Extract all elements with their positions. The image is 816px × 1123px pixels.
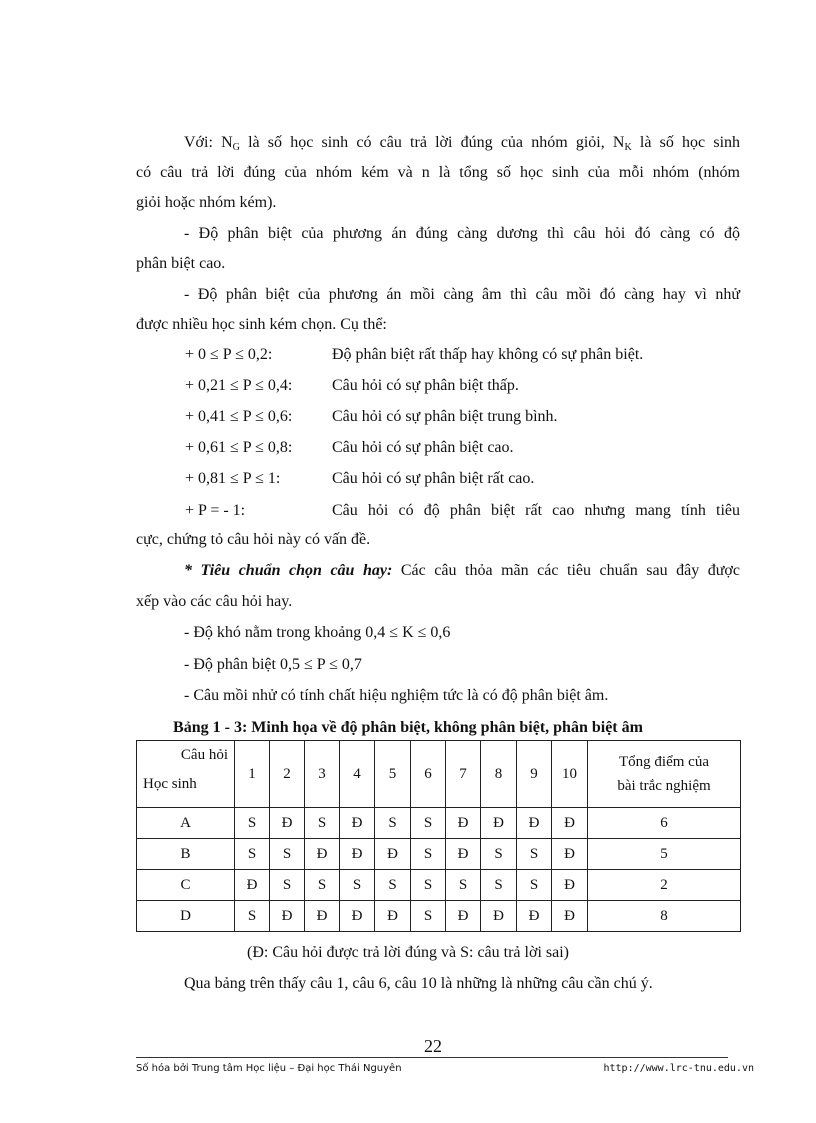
answer-cell: Đ (340, 839, 375, 870)
paragraph-line: - Độ phân biệt của phương án đúng càng dương thì câu hỏi đó càng có độ (184, 225, 740, 242)
corner-cell (137, 741, 235, 808)
question-header: 3 (305, 741, 340, 808)
total-cell: 5 (588, 839, 741, 870)
student-cell: C (137, 870, 235, 901)
answer-cell: S (235, 808, 270, 839)
question-header: 4 (340, 741, 375, 808)
paragraph-line: Với: $N_G$ là số học sinh có câu trả lời đúng của nhóm giỏi, $N_K$ là số học sinh (184, 134, 741, 153)
answer-cell: S (411, 839, 446, 870)
answer-cell: Đ (446, 808, 481, 839)
question-header: 1 (235, 741, 270, 808)
table-row (137, 839, 741, 870)
document-page: Với: $N_G$ là số học sinh có câu trả lời đúng của nhóm giỏi, $N_K$ là số học sinh có câu trả lời đúng của nhóm kém và n là tổng số học sinh của mỗi nhóm (nhóm giỏi hoặc nhóm kém). - Độ phân biệt của phương án đúng càng dương thì câu hỏi đó càng có độ phân biệt cao. - Độ phân biệt của phương án mồi càng âm thì câu mồi đó càng hay vì nhử được nhiều học sinh kém chọn. Cụ thể: + 0 ≤ P ≤ 0,2: Độ phân biệt rất thấp hay không có sự phân biệt. + 0,21 ≤ P ≤ 0,4: Câu hỏi có sự phân biệt thấp. + 0,41 ≤ P ≤ 0,6: Câu hỏi có sự phân biệt trung bình. + 0,61 ≤ P ≤ 0,8: Câu hỏi có sự phân biệt cao. + 0,81 ≤ P ≤ 1: Câu hỏi có sự phân biệt rất cao. + P = - 1: Câu hỏi có độ phân biệt rất cao nhưng mang tính tiêu cực, chứng tỏ câu hỏi này có vấn đề. * Tiêu chuẩn chọn câu hay: Các câu thỏa mãn các tiêu chuẩn sau đây được xếp vào các câu hỏi hay. - Độ khó nằm trong khoảng 0,4 ≤ K ≤ 0,6 - Độ phân biệt 0,5 ≤ P ≤ 0,7 - Câu mồi nhử có tính chất hiệu nghiệm tức là có độ phân biệt âm. Bảng 1 - 3: Minh họa về độ phân biệt, không phân biệt, phân biệt âm Câu hỏi Học sinh 1 2 3 4 5 6 7 8 9 10 Tổng điểm của bài trắc nghiệm A S Đ S Đ S S Đ Đ Đ Đ 6 B S S Đ Đ Đ S Đ S S Đ 5 C Đ S S S S S S S S Đ 2 D S Đ Đ Đ Đ S Đ Đ Đ Đ 8 (Đ: Câu hỏi được trả lời đúng và S: câu trả lời sai) Qua bảng trên thấy câu 1, câu 6, câu 10 là những là những câu cần chú ý. 22 Số hóa bởi Trung tâm Học liệu – Đại học Thái Nguyên http://www.lrc-tnu.edu.vn (0, 0, 816, 1123)
footer-left: Số hóa bởi Trung tâm Học liệu – Đại học Thái Nguyên (136, 1063, 402, 1074)
total-cell: 8 (588, 901, 741, 932)
answer-cell: Đ (517, 901, 552, 932)
conclusion-text: Qua bảng trên thấy câu 1, câu 6, câu 10 là những là những câu cần chú ý. (184, 975, 653, 992)
paragraph-line: cực, chứng tỏ câu hỏi này có vấn đề. (136, 531, 371, 548)
answer-cell: S (235, 901, 270, 932)
answer-cell: Đ (235, 870, 270, 901)
answer-cell: Đ (481, 901, 517, 932)
answer-cell: S (305, 870, 340, 901)
table-row (137, 808, 741, 839)
corner-students-label: Học sinh (143, 776, 197, 792)
criteria-item: - Độ phân biệt 0,5 ≤ P ≤ 0,7 (184, 656, 362, 673)
paragraph-line: xếp vào các câu hỏi hay. (136, 593, 293, 610)
answer-cell: Đ (305, 839, 340, 870)
question-header: 10 (552, 741, 588, 808)
student-cell: A (137, 808, 235, 839)
paragraph-line: được nhiều học sinh kém chọn. Cụ thể: (136, 316, 387, 333)
answer-cell: S (411, 808, 446, 839)
answer-cell: Đ (270, 808, 305, 839)
footer-url: http://www.lrc-tnu.edu.vn (603, 1063, 754, 1074)
answer-cell: Đ (446, 901, 481, 932)
student-cell: D (137, 901, 235, 932)
answer-cell: Đ (552, 901, 588, 932)
question-header: 8 (481, 741, 517, 808)
question-header: 2 (270, 741, 305, 808)
answer-cell: S (517, 870, 552, 901)
paragraph-line: phân biệt cao. (136, 255, 226, 272)
answer-cell: S (270, 839, 305, 870)
answer-cell: Đ (552, 839, 588, 870)
question-header: 5 (375, 741, 411, 808)
paragraph-line: giỏi hoặc nhóm kém). (136, 194, 277, 211)
answer-cell: Đ (552, 870, 588, 901)
answer-cell: Đ (552, 808, 588, 839)
paragraph-line: có câu trả lời đúng của nhóm kém và n là tổng số học sinh của mỗi nhóm (nhóm (136, 164, 740, 181)
total-header: Tổng điểm của bài trắc nghiệm (588, 741, 741, 808)
criteria-item: - Độ khó nằm trong khoảng 0,4 ≤ K ≤ 0,6 (184, 624, 451, 641)
answer-cell: S (446, 870, 481, 901)
student-cell: B (137, 839, 235, 870)
corner-questions-label: Câu hỏi (180, 747, 228, 763)
question-header: 6 (411, 741, 446, 808)
answer-cell: S (481, 839, 517, 870)
answer-cell: Đ (340, 808, 375, 839)
answer-cell: S (305, 808, 340, 839)
answer-cell: Đ (375, 839, 411, 870)
answer-cell: S (411, 870, 446, 901)
answer-cell: S (235, 839, 270, 870)
answer-cell: Đ (481, 808, 517, 839)
answer-cell: S (481, 870, 517, 901)
answer-cell: Đ (305, 901, 340, 932)
answer-cell: S (517, 839, 552, 870)
page-number: 22 (424, 1036, 442, 1056)
table-row (137, 901, 741, 932)
results-table (136, 740, 741, 932)
answer-cell: Đ (517, 808, 552, 839)
answer-cell: S (270, 870, 305, 901)
answer-cell: S (375, 870, 411, 901)
table-caption: Bảng 1 - 3: Minh họa về độ phân biệt, không phân biệt, phân biệt âm (173, 719, 643, 736)
paragraph-line: - Độ phân biệt của phương án mồi càng âm thì câu mồi đó càng hay vì nhử (184, 286, 740, 303)
total-cell: 6 (588, 808, 741, 839)
answer-cell: Đ (446, 839, 481, 870)
table-note: (Đ: Câu hỏi được trả lời đúng và S: câu trả lời sai) (247, 944, 569, 961)
question-header: 9 (517, 741, 552, 808)
table-row (137, 870, 741, 901)
table-header-row (137, 741, 741, 808)
question-header: 7 (446, 741, 481, 808)
footer-divider (136, 1057, 728, 1058)
answer-cell: Đ (375, 901, 411, 932)
answer-cell: Đ (340, 901, 375, 932)
criteria-heading: * Tiêu chuẩn chọn câu hay: Các câu thỏa mãn các tiêu chuẩn sau đây được (184, 562, 740, 579)
answer-cell: S (375, 808, 411, 839)
answer-cell: S (340, 870, 375, 901)
criteria-item: - Câu mồi nhử có tính chất hiệu nghiệm tức là có độ phân biệt âm. (184, 687, 609, 704)
answer-cell: Đ (270, 901, 305, 932)
total-cell: 2 (588, 870, 741, 901)
answer-cell: S (411, 901, 446, 932)
